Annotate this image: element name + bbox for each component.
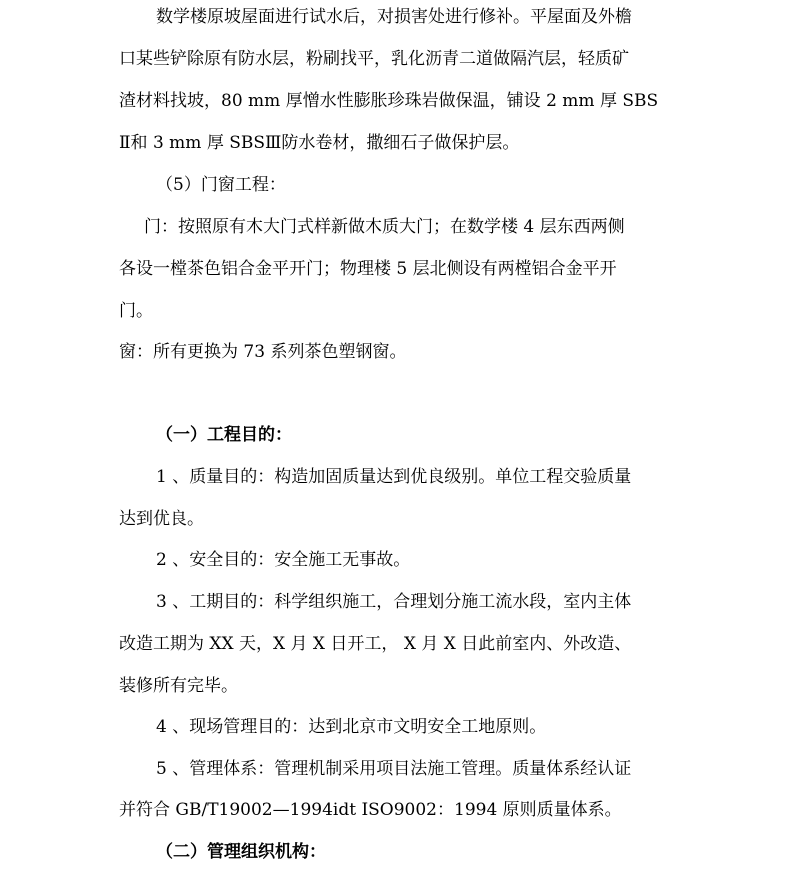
list-item: 3 、工期目的：科学组织施工，合理划分施工流水段，室内主体 (156, 592, 632, 612)
list-item-continuation: 装修所有完毕。 (119, 676, 238, 696)
list-item: 2 、安全目的：安全施工无事故。 (156, 550, 411, 570)
list-item: 4 、现场管理目的：达到北京市文明安全工地原则。 (156, 717, 547, 737)
paragraph-text: 门。 (119, 301, 153, 321)
paragraph-text: 门：按照原有木大门式样新做木质大门；在数学楼 4 层东西两侧 (144, 217, 625, 237)
paragraph-text: 窗：所有更换为 73 系列茶色塑钢窗。 (119, 342, 407, 362)
list-item: 1 、质量目的：构造加固质量达到优良级别。单位工程交验质量 (156, 467, 632, 487)
section-title: （二）管理组织机构： (156, 842, 326, 862)
section-title: （一）工程目的： (156, 425, 292, 445)
paragraph-text: 数学楼原坡屋面进行试水后，对损害处进行修补。平屋面及外檐 (156, 7, 632, 27)
list-item-continuation: 并符合 GB/T19002—1994idt ISO9002：1994 原则质量体系。 (119, 800, 622, 820)
subsection-title: （5）门窗工程： (156, 175, 286, 195)
paragraph-text: 口某些铲除原有防水层，粉刷找平，乳化沥青二道做隔汽层，轻质矿 (119, 49, 629, 69)
paragraph-text: 各设一樘茶色铝合金平开门；物理楼 5 层北侧设有两樘铝合金平开 (119, 259, 617, 279)
paragraph-text: 渣材料找坡，80 mm 厚憎水性膨胀珍珠岩做保温，铺设 2 mm 厚 SBS (119, 91, 659, 111)
paragraph-text: Ⅱ和 3 mm 厚 SBSⅢ防水卷材，撒细石子做保护层。 (119, 133, 520, 153)
list-item: 5 、管理体系：管理机制采用项目法施工管理。质量体系经认证 (156, 759, 632, 779)
list-item-continuation: 达到优良。 (119, 509, 204, 529)
list-item-continuation: 改造工期为 XX 天，X 月 X 日开工， X 月 X 日此前室内、外改造、 (119, 634, 632, 654)
